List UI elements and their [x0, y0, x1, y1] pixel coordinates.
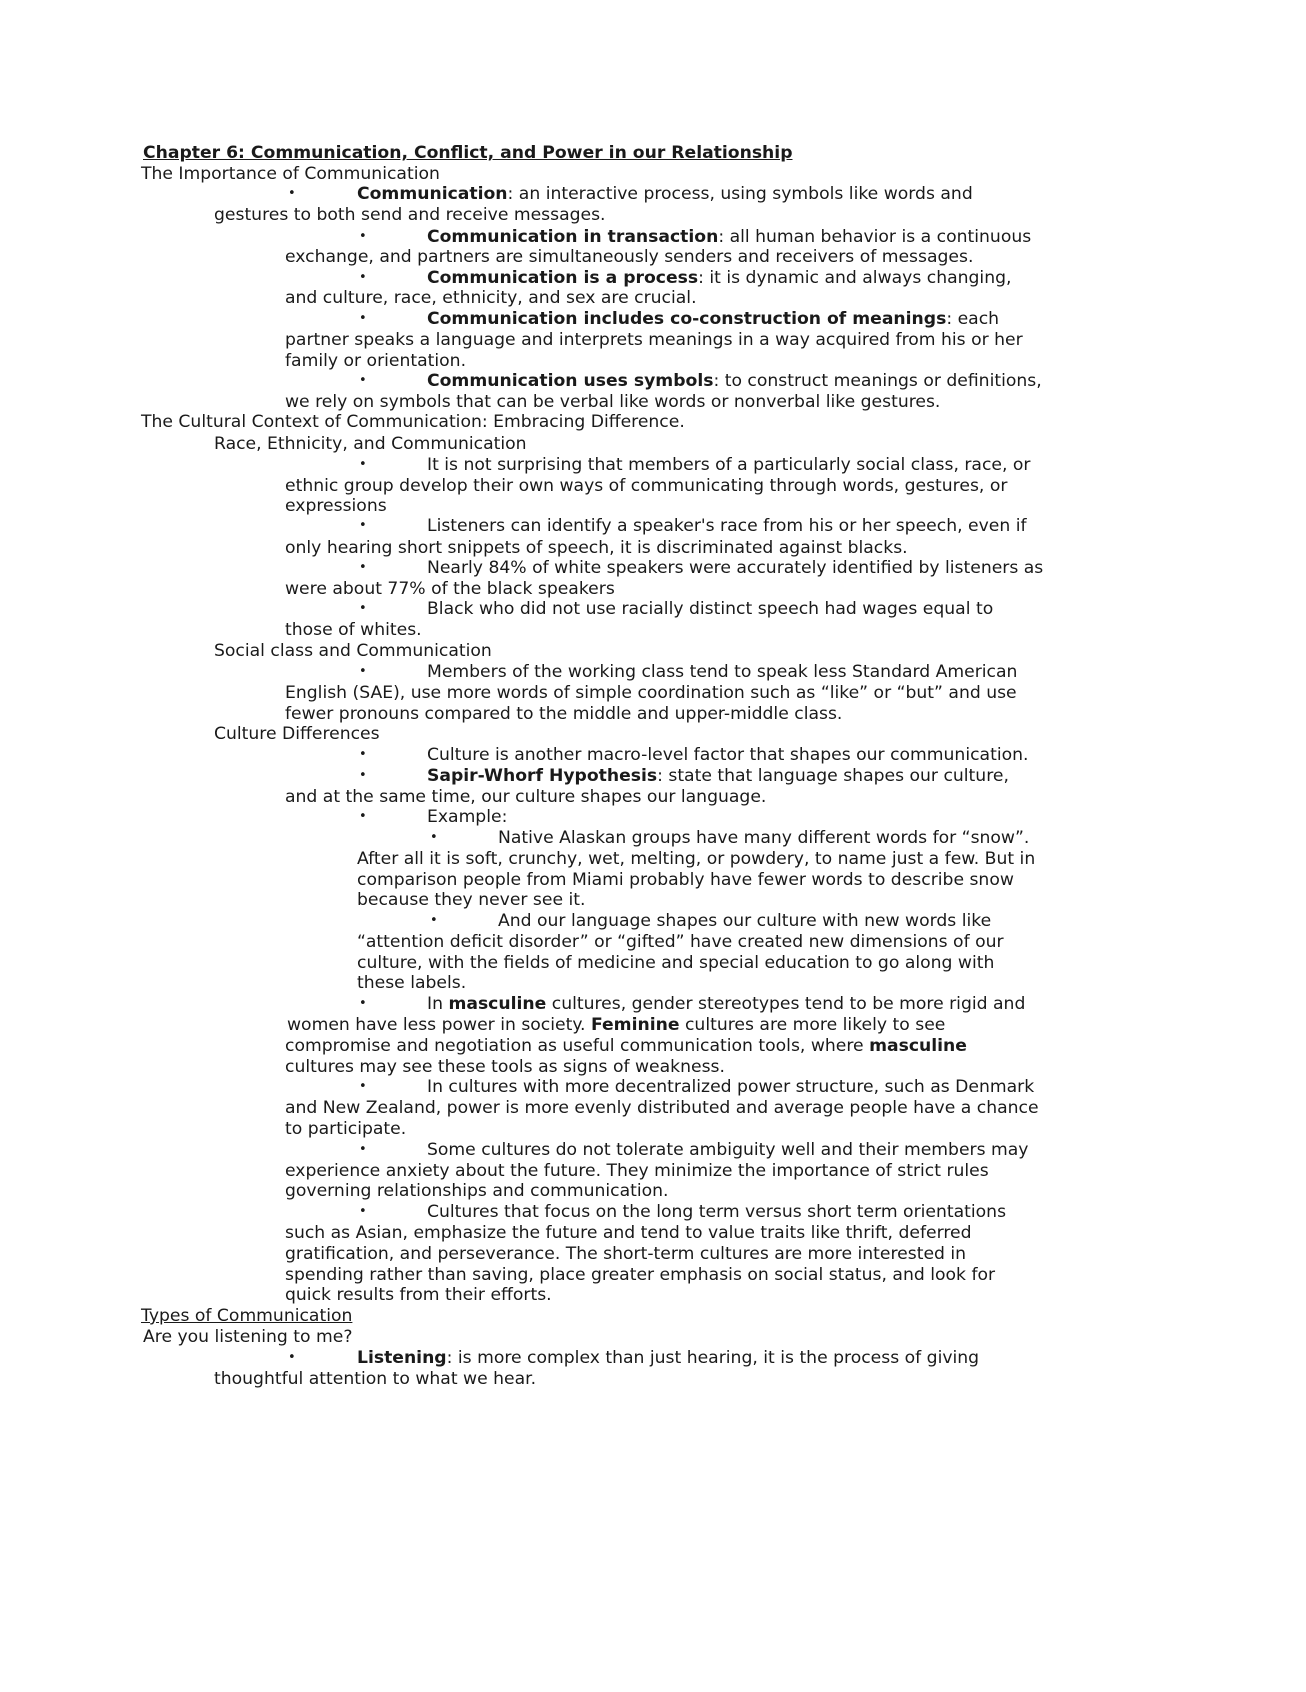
bullet-continuation [0, 1014, 1306, 1036]
continuation-text: gestures to both send and receive messages. [214, 205, 606, 225]
continuation-text: governing relationships and communication. [285, 1181, 669, 1201]
bullet-item [0, 226, 1306, 248]
bullet-icon: • [430, 913, 438, 928]
subsection-heading [0, 433, 1306, 455]
bullet-item [0, 1347, 1306, 1369]
bullet-continuation [0, 1118, 1306, 1140]
bullet-continuation [0, 972, 1306, 994]
bullet-continuation [0, 619, 1306, 641]
bullet-icon: • [359, 518, 367, 533]
bullet-continuation [0, 1222, 1306, 1244]
continuation-text: ethnic group develop their own ways of communicating through words, gestures, or [285, 476, 1008, 496]
section-heading-cultural-context: The Cultural Context of Communication: Embracing Difference. [141, 412, 685, 432]
bullet-continuation [0, 1284, 1306, 1306]
definition: : is more complex than just hearing, it is the process of giving [446, 1348, 980, 1368]
bullet-continuation [0, 1368, 1306, 1390]
term: Communication uses symbols [427, 371, 714, 391]
bullet-continuation [0, 1180, 1306, 1202]
bullet-item [0, 744, 1306, 766]
bullet-item [0, 267, 1306, 289]
bullet-icon: • [359, 664, 367, 679]
bullet-text: In cultures with more decentralized power structure, such as Denmark [427, 1077, 1035, 1097]
bullet-icon: • [359, 229, 367, 244]
continuation-text: spending rather than saving, place greater emphasis on social status, and look for [285, 1265, 996, 1285]
bullet-continuation [0, 1035, 1306, 1057]
bullet-text: Black who did not use racially distinct speech had wages equal to [427, 599, 994, 619]
bullet-continuation [0, 1243, 1306, 1265]
continuation-text: family or orientation. [285, 351, 467, 371]
bullet-continuation [0, 391, 1306, 413]
definition: : it is dynamic and always changing, [698, 268, 1012, 288]
definition: : state that language shapes our culture, [657, 766, 1009, 786]
bullet-icon: • [430, 830, 438, 845]
bullet-text [427, 370, 1042, 392]
continuation-text: expressions [285, 496, 387, 516]
continuation-text: thoughtful attention to what we hear. [214, 1369, 537, 1389]
continuation-text: and culture, race, ethnicity, and sex are crucial. [285, 288, 697, 308]
bullet-icon: • [359, 1142, 367, 1157]
bullet-text [427, 267, 1011, 289]
continuation-text: because they never see it. [357, 890, 586, 910]
bullet-item [0, 993, 1306, 1015]
term: masculine [448, 994, 547, 1014]
bullet-text [427, 993, 1025, 1015]
sub-bullet-item [0, 827, 1306, 849]
bullet-text: Example: [427, 807, 508, 827]
continuation-text: to participate. [285, 1119, 407, 1139]
bullet-continuation [0, 952, 1306, 974]
continuation-text: were about 77% of the black speakers [285, 579, 615, 599]
bullet-text: And our language shapes our culture with new words like [498, 911, 992, 931]
section-heading [0, 1305, 1306, 1327]
bullet-item [0, 806, 1306, 828]
continuation-text: gratification, and perseverance. The short-term cultures are more interested in [285, 1244, 967, 1264]
subsection-heading-race: Race, Ethnicity, and Communication [214, 434, 527, 454]
text-run: women have less power in society. [287, 1015, 591, 1035]
bullet-text: Native Alaskan groups have many different words for “snow”. [498, 828, 1030, 848]
section-heading [0, 411, 1306, 433]
bullet-continuation [0, 287, 1306, 309]
bullet-continuation [0, 578, 1306, 600]
term: Communication in transaction [427, 227, 719, 247]
bullet-continuation [0, 329, 1306, 351]
bullet-icon: • [359, 373, 367, 388]
term: Feminine [590, 1015, 680, 1035]
continuation-text: English (SAE), use more words of simple coordination such as “like” or “but” and use [285, 683, 1017, 703]
bullet-continuation [0, 246, 1306, 268]
bullet-item [0, 515, 1306, 537]
bullet-icon: • [359, 1204, 367, 1219]
bullet-continuation [0, 703, 1306, 725]
continuation-text: these labels. [357, 973, 467, 993]
continuation-text: cultures may see these tools as signs of weakness. [285, 1057, 725, 1077]
subsection-heading [0, 723, 1306, 745]
bullet-icon: • [359, 601, 367, 616]
text-run: cultures are more likely to see [679, 1015, 946, 1035]
continuation-text: and New Zealand, power is more evenly distributed and average people have a chance [285, 1098, 1039, 1118]
bullet-item [0, 1201, 1306, 1223]
continuation-text: exchange, and partners are simultaneously senders and receivers of messages. [285, 247, 974, 267]
term: Communication is a process [427, 268, 699, 288]
bullet-item [0, 370, 1306, 392]
bullet-icon: • [288, 1350, 296, 1365]
bullet-continuation [0, 1160, 1306, 1182]
continuation-text [285, 1035, 967, 1057]
continuation-text: such as Asian, emphasize the future and tend to value traits like thrift, deferred [285, 1223, 972, 1243]
bullet-item [0, 1076, 1306, 1098]
subsection-heading-social-class: Social class and Communication [214, 641, 492, 661]
continuation-text: comparison people from Miami probably have fewer words to describe snow [357, 870, 1014, 890]
bullet-item [0, 308, 1306, 330]
section-heading-types: Types of Communication [141, 1306, 353, 1326]
chapter-title: Chapter 6: Communication, Conflict, and Power in our Relationship [143, 143, 793, 163]
continuation-text [287, 1014, 945, 1036]
continuation-text: and at the same time, our culture shapes our language. [285, 787, 767, 807]
bullet-text: Culture is another macro-level factor that shapes our communication. [427, 745, 1029, 765]
bullet-continuation [0, 682, 1306, 704]
bullet-continuation [0, 869, 1306, 891]
subsection-heading [0, 1326, 1306, 1348]
bullet-item [0, 765, 1306, 787]
term: Sapir-Whorf Hypothesis [427, 766, 658, 786]
bullet-continuation [0, 350, 1306, 372]
bullet-icon: • [359, 996, 367, 1011]
bullet-continuation [0, 786, 1306, 808]
text-run: In [427, 994, 449, 1014]
bullet-continuation [0, 204, 1306, 226]
bullet-icon: • [359, 768, 367, 783]
bullet-icon: • [359, 270, 367, 285]
continuation-text: After all it is soft, crunchy, wet, melting, or powdery, to name just a few. But in [357, 849, 1036, 869]
definition: : an interactive process, using symbols like words and [507, 184, 973, 204]
bullet-continuation [0, 1097, 1306, 1119]
continuation-text: we rely on symbols that can be verbal like words or nonverbal like gestures. [285, 392, 941, 412]
bullet-text: Some cultures do not tolerate ambiguity well and their members may [427, 1140, 1029, 1160]
term: Communication includes co-construction of meanings [427, 309, 947, 329]
bullet-text [427, 226, 1031, 248]
bullet-item [0, 183, 1306, 205]
term: Listening [357, 1348, 447, 1368]
bullet-icon: • [359, 747, 367, 762]
bullet-text: Listeners can identify a speaker's race from his or her speech, even if [427, 516, 1027, 536]
bullet-icon: • [288, 186, 296, 201]
continuation-text: those of whites. [285, 620, 422, 640]
section-heading [0, 163, 1306, 185]
bullet-continuation [0, 889, 1306, 911]
bullet-item [0, 598, 1306, 620]
bullet-text: Nearly 84% of white speakers were accurately identified by listeners as [427, 558, 1044, 578]
definition: : all human behavior is a continuous [718, 227, 1032, 247]
continuation-text: quick results from their efforts. [285, 1285, 552, 1305]
bullet-continuation [0, 537, 1306, 559]
bullet-text: Cultures that focus on the long term versus short term orientations [427, 1202, 1007, 1222]
text-run: compromise and negotiation as useful communication tools, where [285, 1036, 870, 1056]
bullet-icon: • [359, 311, 367, 326]
bullet-item [0, 454, 1306, 476]
definition: : each [946, 309, 1000, 329]
bullet-text [427, 308, 999, 330]
continuation-text: culture, with the fields of medicine and special education to go along with [357, 953, 995, 973]
bullet-continuation [0, 495, 1306, 517]
continuation-text: partner speaks a language and interprets meanings in a way acquired from his or her [285, 330, 1023, 350]
bullet-continuation [0, 931, 1306, 953]
bullet-icon: • [359, 809, 367, 824]
bullet-continuation [0, 848, 1306, 870]
definition: : to construct meanings or definitions, [713, 371, 1042, 391]
continuation-text: fewer pronouns compared to the middle and upper-middle class. [285, 704, 843, 724]
bullet-icon: • [359, 1079, 367, 1094]
bullet-continuation [0, 475, 1306, 497]
bullet-text [357, 1347, 979, 1369]
bullet-text: It is not surprising that members of a particularly social class, race, or [427, 455, 1031, 475]
continuation-text: “attention deficit disorder” or “gifted” have created new dimensions of our [357, 932, 1004, 952]
subsection-heading [0, 640, 1306, 662]
subsection-heading-listening: Are you listening to me? [143, 1327, 353, 1347]
bullet-text: Members of the working class tend to speak less Standard American [427, 662, 1018, 682]
bullet-continuation [0, 1264, 1306, 1286]
chapter-title-line [0, 142, 1306, 164]
bullet-item [0, 557, 1306, 579]
bullet-text [357, 183, 973, 205]
bullet-text [427, 765, 1009, 787]
subsection-heading-culture: Culture Differences [214, 724, 380, 744]
bullet-item [0, 661, 1306, 683]
bullet-continuation [0, 1056, 1306, 1078]
term: masculine [869, 1036, 967, 1056]
text-run: cultures, gender stereotypes tend to be more rigid and [546, 994, 1026, 1014]
continuation-text: experience anxiety about the future. They minimize the importance of strict rules [285, 1161, 989, 1181]
bullet-icon: • [359, 560, 367, 575]
continuation-text: only hearing short snippets of speech, it is discriminated against blacks. [285, 538, 908, 558]
bullet-item [0, 1139, 1306, 1161]
term: Communication [357, 184, 508, 204]
bullet-icon: • [359, 457, 367, 472]
section-heading-importance: The Importance of Communication [141, 164, 440, 184]
sub-bullet-item [0, 910, 1306, 932]
